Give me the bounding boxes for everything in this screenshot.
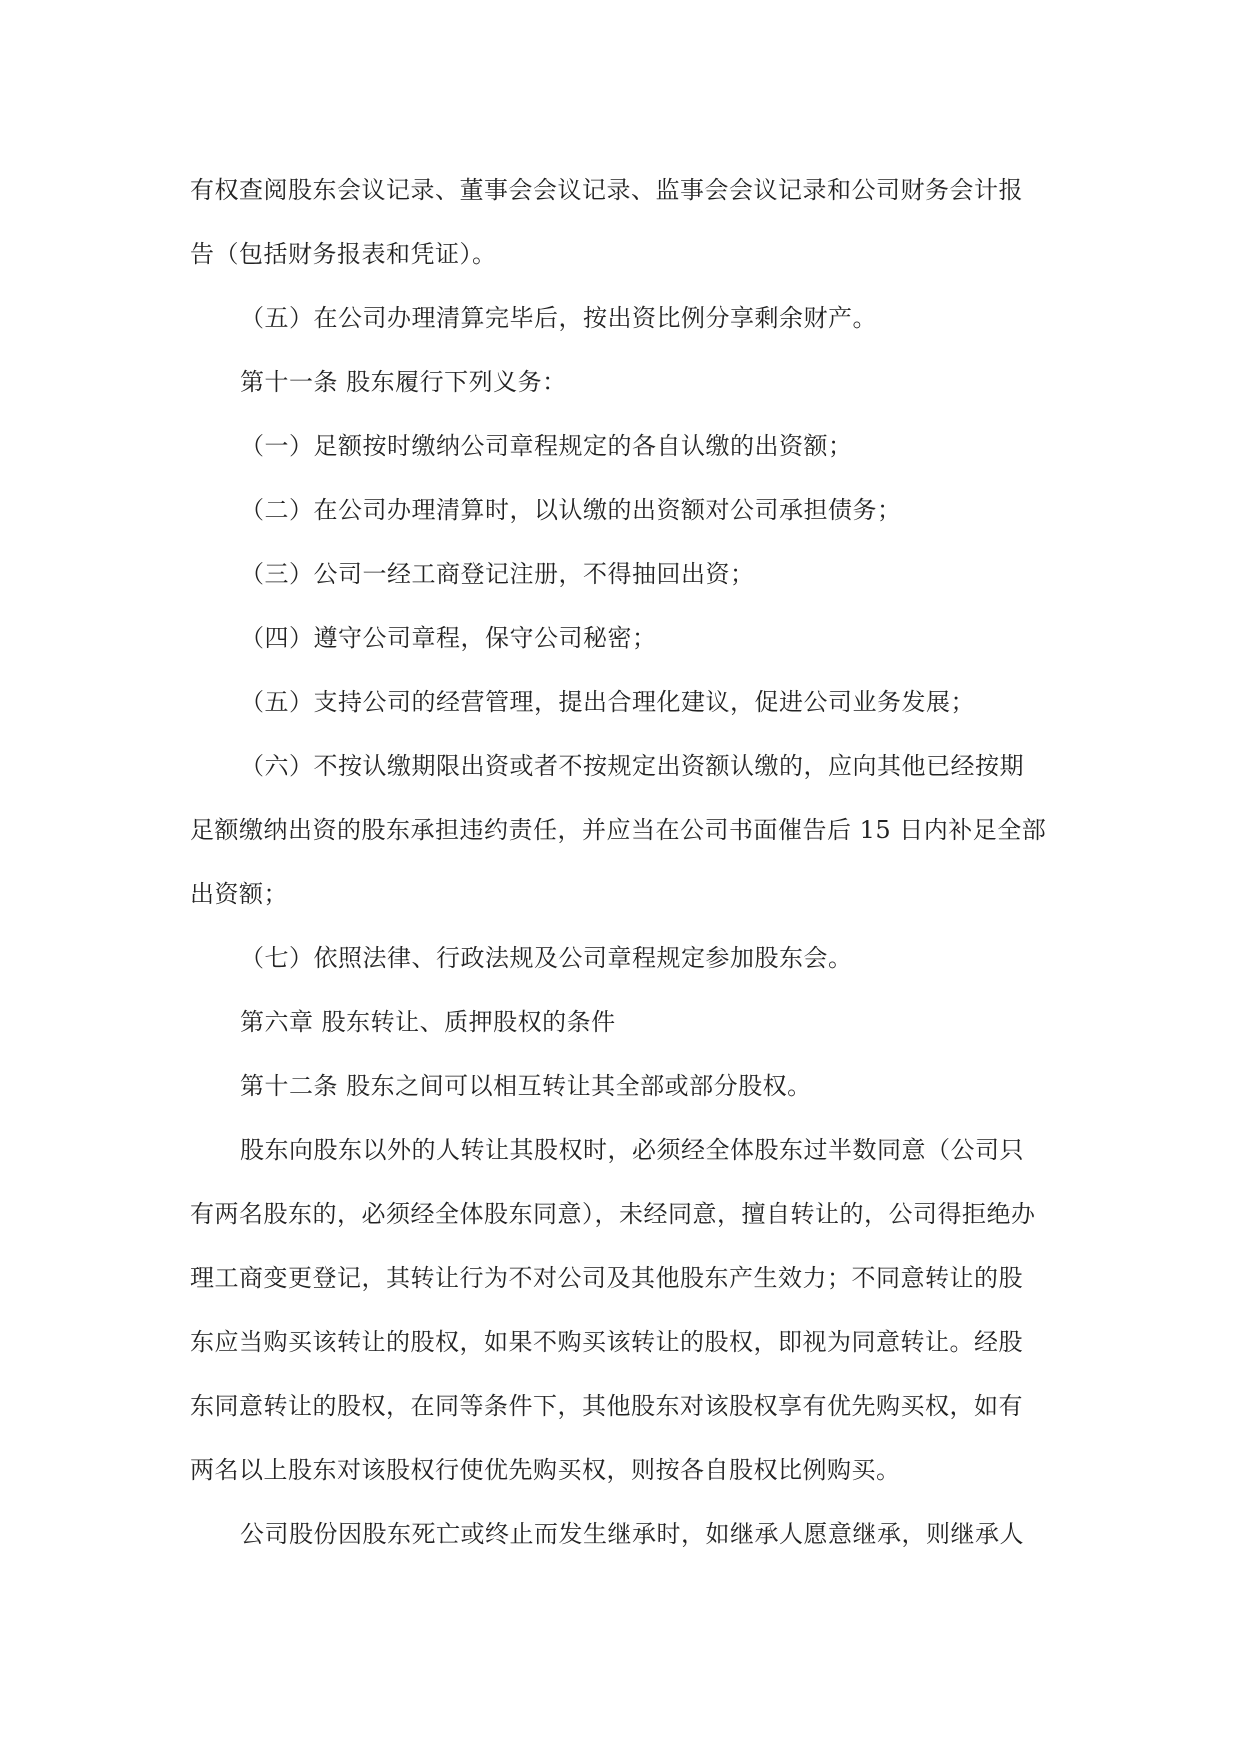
text-line: （一）足额按时缴纳公司章程规定的各自认缴的出资额；: [240, 432, 853, 460]
text-line: 出资额；: [190, 880, 288, 908]
text-line: 股东向股东以外的人转让其股权时，必须经全体股东过半数同意（公司只: [240, 1136, 1024, 1164]
paragraph: [190, 1502, 1054, 1566]
text-line: （四）遵守公司章程，保守公司秘密；: [240, 624, 657, 652]
list-item: [190, 926, 1054, 990]
text-line: （五）支持公司的经营管理，提出合理化建议，促进公司业务发展；: [240, 688, 975, 716]
text-line: 公司股份因股东死亡或终止而发生继承时，如继承人愿意继承，则继承人: [240, 1520, 1024, 1548]
text-line: 两名以上股东对该股权行使优先购买权，则按各自股权比例购买。: [190, 1456, 901, 1484]
list-item: [190, 414, 1054, 478]
text-line: 告（包括财务报表和凭证）。: [190, 240, 497, 268]
text-line: （二）在公司办理清算时，以认缴的出资额对公司承担债务；: [240, 496, 902, 524]
text-line: （五）在公司办理清算完毕后，按出资比例分享剩余财产。: [240, 304, 877, 332]
list-item: [190, 478, 1054, 542]
document-body: [190, 158, 1054, 1566]
article-heading: [190, 1054, 1054, 1118]
paragraph: [190, 286, 1054, 350]
text-line: （六）不按认缴期限出资或者不按规定出资额认缴的，应向其他已经按期: [240, 752, 1024, 780]
text-line: 东同意转让的股权，在同等条件下，其他股东对该股权享有优先购买权，如有: [190, 1392, 1023, 1420]
text-line: 第十一条 股东履行下列义务：: [240, 368, 567, 396]
text-line: 东应当购买该转让的股权，如果不购买该转让的股权，即视为同意转让。经股: [190, 1328, 1023, 1356]
paragraph: [190, 1118, 1054, 1502]
text-line: （三）公司一经工商登记注册，不得抽回出资；: [240, 560, 755, 588]
list-item: [190, 606, 1054, 670]
article-heading: [190, 350, 1054, 414]
list-item: [190, 670, 1054, 734]
list-item: [190, 542, 1054, 606]
text-line: （七）依照法律、行政法规及公司章程规定参加股东会。: [240, 944, 853, 972]
text-line: 第十二条 股东之间可以相互转让其全部或部分股权。: [240, 1072, 812, 1100]
text-line: 有两名股东的，必须经全体股东同意），未经同意，擅自转让的，公司得拒绝办: [190, 1200, 1036, 1228]
paragraph: [190, 158, 1054, 286]
text-line: 足额缴纳出资的股东承担违约责任，并应当在公司书面催告后 15 日内补足全部: [190, 816, 1047, 844]
chapter-heading: [190, 990, 1054, 1054]
text-line: 理工商变更登记，其转让行为不对公司及其他股东产生效力；不同意转让的股: [190, 1264, 1023, 1292]
text-line: 有权查阅股东会议记录、董事会会议记录、监事会会议记录和公司财务会计报: [190, 176, 1023, 204]
text-line: 第六章 股东转让、质押股权的条件: [240, 1008, 616, 1036]
list-item: [190, 734, 1054, 926]
